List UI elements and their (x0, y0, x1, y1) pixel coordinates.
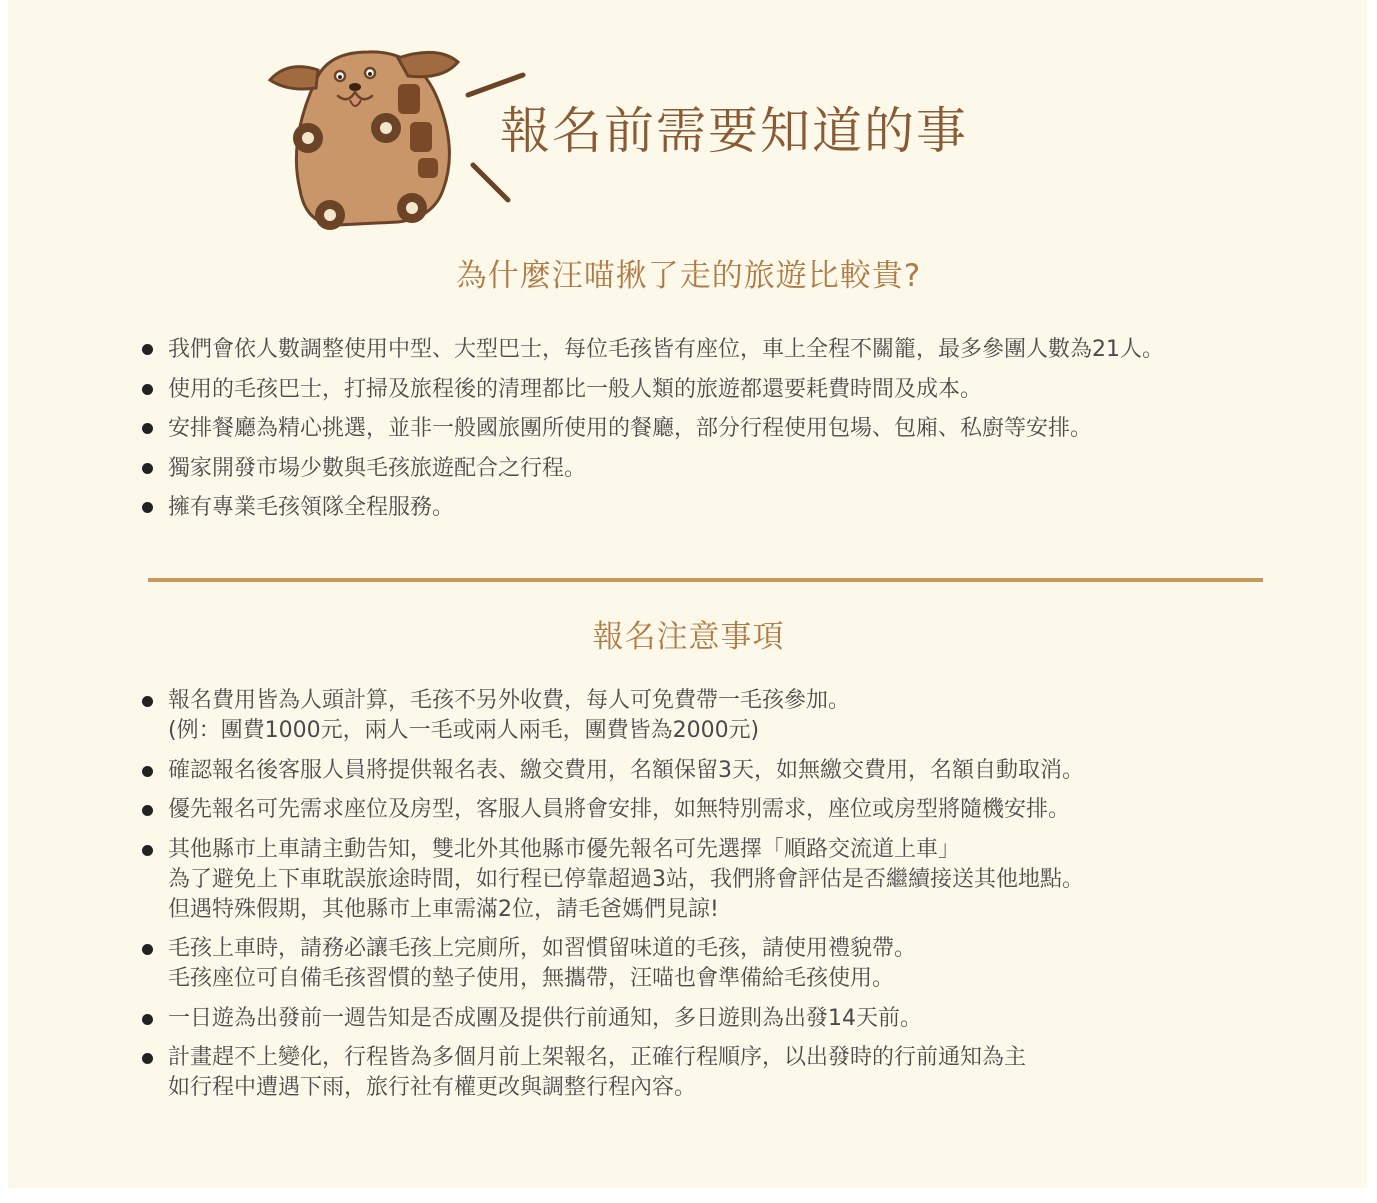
list-item-line: (例：團費1000元，兩人一毛或兩人兩毛，團費皆為2000元) (168, 718, 760, 743)
list-item-line: 毛孩上車時，請務必讓毛孩上完廁所，如習慣留味道的毛孩，請使用禮貌帶。 (168, 936, 917, 961)
list-item (140, 1043, 1084, 1103)
list-item-line: 優先報名可先需求座位及房型，客服人員將會安排，如無特別需求，座位或房型將隨機安排。 (168, 797, 1071, 822)
list-item (140, 934, 1084, 994)
list-item-line: 報名費用皆為人頭計算，毛孩不另外收費，每人可免費帶一毛孩參加。 (168, 688, 851, 713)
section-title-registration-notes: 報名注意事項 (592, 619, 785, 655)
list-item-line: 為了避免上下車耽誤旅途時間，如行程已停靠超過3站，我們將會評估是否繼續接送其他地點。 (168, 866, 1085, 892)
list-item-line: 一日遊為出發前一週告知是否成團及提供行前通知，多日遊則為出發14天前。 (168, 1005, 922, 1031)
list-item: 使用的毛孩巴士，打掃及旅程後的清理都比一般人類的旅遊都還要耗費時間及成本。 (140, 370, 1164, 410)
list-item: 獨家開發市場少數與毛孩旅遊配合之行程。 (140, 449, 1164, 489)
section-title-why-expensive: 為什麼汪喵揪了走的旅遊比較貴? (455, 258, 922, 294)
page-title: 報名前需要知道的事 (500, 102, 968, 160)
list-item (140, 1004, 1084, 1034)
dog-bus-mascot-icon (258, 40, 528, 245)
list-item-line: 如行程中遭遇下雨，旅行社有權更改與調整行程內容。 (168, 1075, 697, 1100)
registration-notes-list (140, 686, 1084, 1113)
list-item: 擁有專業毛孩領隊全程服務。 (140, 488, 1164, 528)
list-item (140, 756, 1084, 786)
list-item-line: 計畫趕不上變化，行程皆為多個月前上架報名，正確行程順序，以出發時的行前通知為主 (168, 1045, 1027, 1070)
list-item (140, 835, 1084, 925)
list-item-line: 確認報名後客服人員將提供報名表、繳交費用，名額保留3天，如無繳交費用，名額自動取消。 (168, 757, 1085, 783)
section-divider (148, 578, 1263, 582)
why-expensive-list (140, 330, 1164, 528)
list-item (140, 686, 1084, 746)
list-item-line: 但遇特殊假期，其他縣市上車需滿2位，請毛爸媽們見諒! (168, 896, 719, 922)
list-item (140, 795, 1084, 825)
list-item-line: 毛孩座位可自備毛孩習慣的墊子使用，無攜帶，汪喵也會準備給毛孩使用。 (168, 966, 895, 991)
list-item-line: 其他縣市上車請主動告知，雙北外其他縣市優先報名可先選擇「順路交流道上車」 (168, 836, 961, 862)
list-item: 我們會依人數調整使用中型、大型巴士，每位毛孩皆有座位，車上全程不關籠，最多參團人數為21人。 (140, 330, 1164, 370)
list-item: 安排餐廳為精心挑選，並非一般國旅團所使用的餐廳，部分行程使用包場、包廂、私廚等安排。 (140, 409, 1164, 449)
